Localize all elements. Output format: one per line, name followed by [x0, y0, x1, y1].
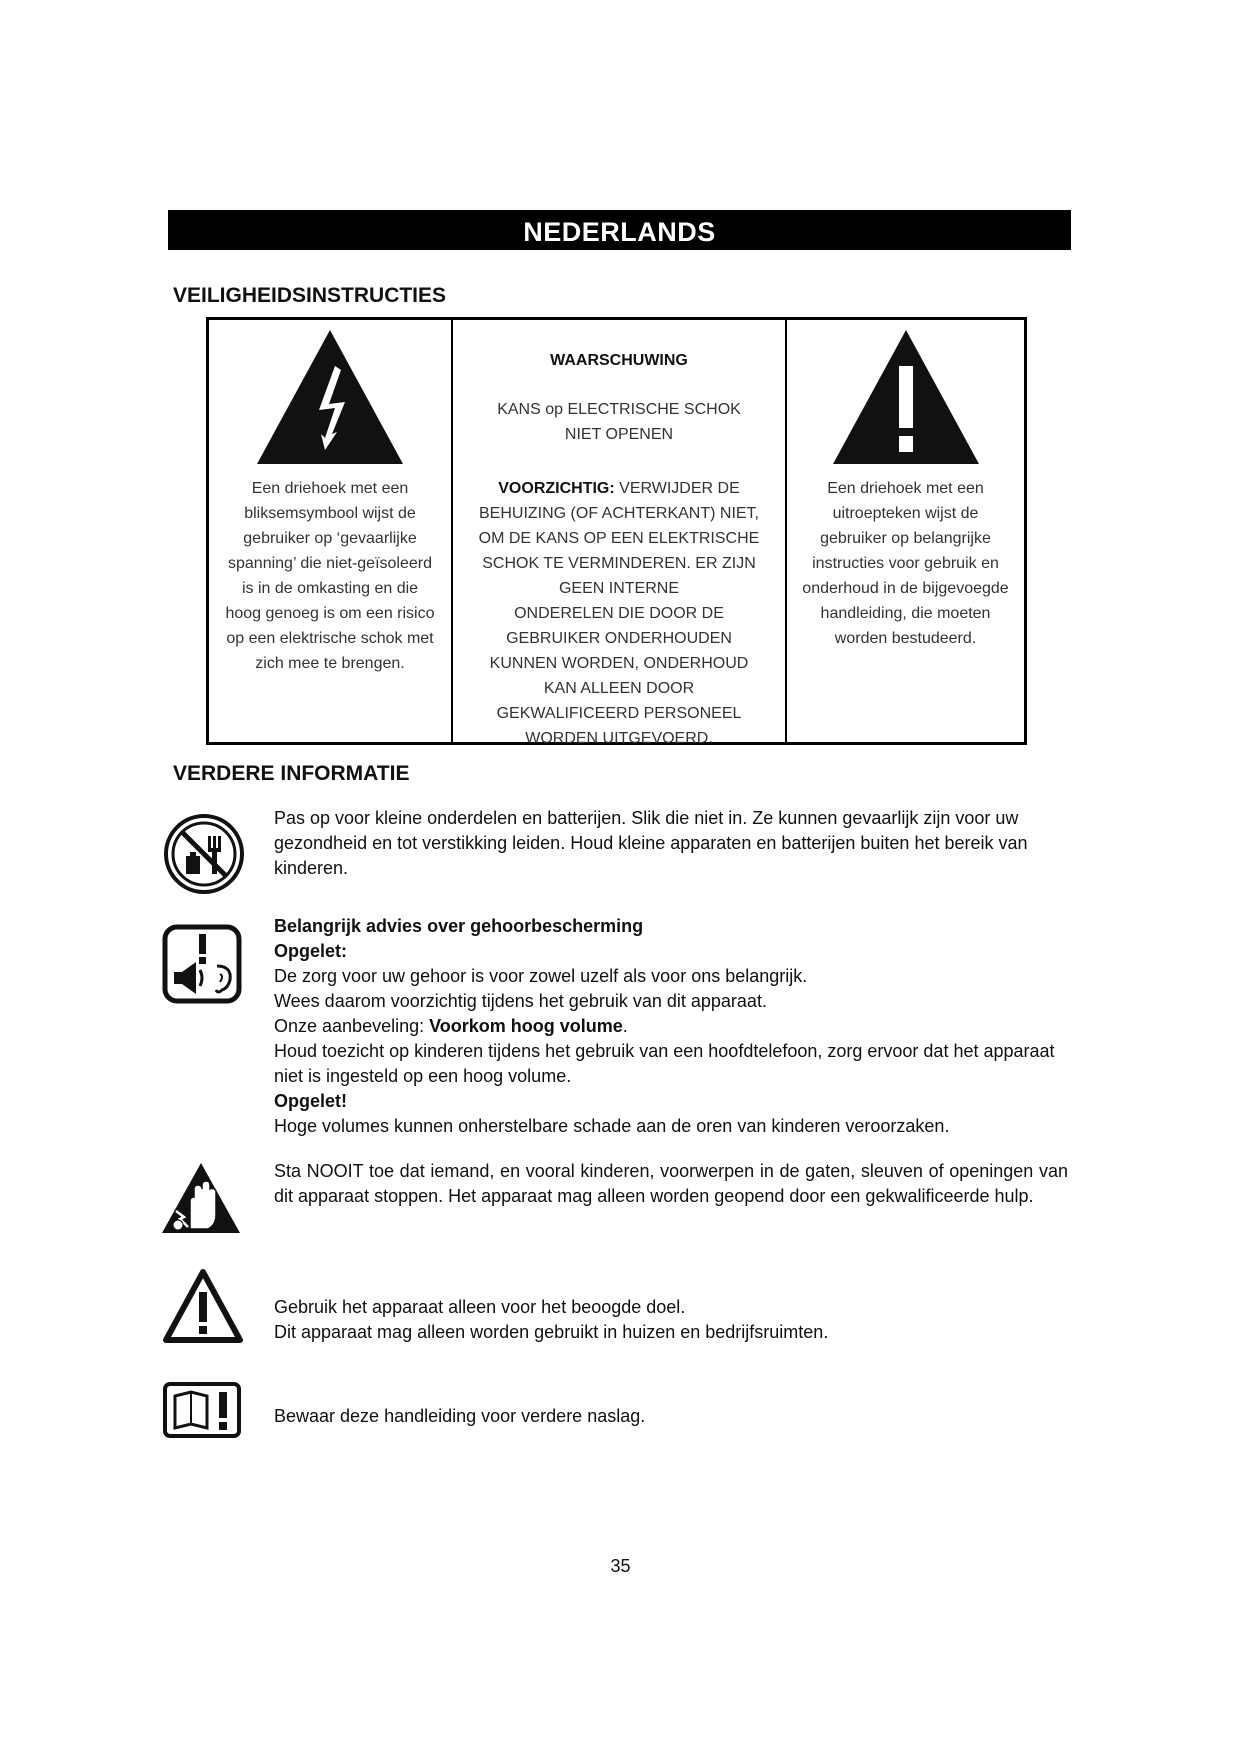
- text-line: ONDERELEN DIE DOOR DE: [514, 605, 724, 622]
- text-line: gebruiker op ‘gevaarlijke: [243, 530, 417, 547]
- text-line: is in de omkasting en die: [241, 580, 419, 597]
- caution-first-line: [461, 476, 777, 501]
- text-line: GEBRUIKER ONDERHOUDEN: [506, 630, 732, 647]
- text-line: handleiding, die moeten: [820, 605, 991, 622]
- warning-left-description: [213, 476, 447, 676]
- hearing-line-1: De zorg voor uw gehoor is voor zowel uzelf als voor ons belangrijk.: [274, 966, 808, 986]
- text-line: GEKWALIFICEERD PERSONEEL: [496, 705, 742, 722]
- caution-label: VOORZICHTIG:: [498, 480, 615, 497]
- text-line: OM DE KANS OP EEN ELEKTRISCHE: [478, 530, 760, 547]
- text-line: GEEN INTERNE: [558, 580, 679, 597]
- safety-heading: VEILIGHEIDSINSTRUCTIES: [173, 284, 447, 307]
- no-small-parts-icon: [162, 812, 246, 896]
- hearing-text: [274, 914, 1068, 1139]
- text-line: KUNNEN WORDEN, ONDERHOUD: [489, 655, 749, 672]
- text-line: spanning’ die niet-geïsoleerd: [228, 555, 432, 572]
- recommend-suffix: .: [622, 1016, 628, 1036]
- openings-text: Sta NOOIT toe dat iemand, en vooral kinderen, voorwerpen in de gaten, sleuven of openingen van dit apparaat stoppen. Het apparaat mag alleen worden geopend door een gekwalificeerde hulp.: [274, 1161, 1068, 1206]
- warning-right-description: [791, 476, 1020, 651]
- exclamation-triangle-icon: [831, 328, 981, 466]
- warning-table: [206, 317, 1027, 745]
- usage-line-1: Gebruik het apparaat alleen voor het beoogde doel.: [274, 1297, 686, 1317]
- warning-subtitle: [473, 397, 765, 447]
- text-line: NIET OPENEN: [564, 426, 674, 443]
- text-line: WORDEN UITGEVOERD.: [525, 730, 713, 747]
- language-banner: NEDERLANDS: [168, 210, 1071, 250]
- text-line: SCHOK TE VERMINDEREN. ER ZIJN: [482, 555, 756, 572]
- text-line: gebruiker op belangrijke: [820, 530, 991, 547]
- usage-line-2: Dit apparaat mag alleen worden gebruikt in huizen en bedrijfsruimten.: [274, 1322, 829, 1342]
- general-warning-icon: [163, 1268, 243, 1344]
- warning-column-left: [209, 320, 453, 742]
- text-line: instructies voor gebruik en: [812, 555, 999, 572]
- text-line: BEHUIZING (OF ACHTERKANT) NIET,: [478, 505, 759, 522]
- text-line: Een driehoek met een: [251, 480, 409, 497]
- hearing-warning-icon: [162, 924, 242, 1004]
- hearing-attention-2: Opgelet!: [274, 1091, 348, 1111]
- more-info-heading: VERDERE INFORMATIE: [173, 762, 410, 785]
- text-line: KANS op ELECTRISCHE SCHOK: [497, 401, 741, 418]
- hearing-line-4: Hoge volumes kunnen onherstelbare schade aan de oren van kinderen veroorzaken.: [274, 1116, 950, 1136]
- text-line: onderhoud in de bijgevoegde: [802, 580, 1009, 597]
- warning-column-middle: [453, 320, 787, 747]
- text-line: uitroepteken wijst de: [832, 505, 979, 522]
- hearing-line-3: Houd toezicht op kinderen tijdens het gebruik van een hoofdtelefoon, zorg ervoor dat het apparaat niet is ingesteld op een hoog volume.: [274, 1041, 1055, 1086]
- hearing-recommendation: [274, 1014, 1068, 1039]
- page-number: 35: [610, 1556, 631, 1576]
- read-manual-icon: [163, 1382, 241, 1438]
- caution-text: [461, 476, 777, 751]
- recommend-bold: Voorkom hoog volume: [429, 1016, 623, 1036]
- text-line: hoog genoeg is om een risico: [225, 605, 435, 622]
- hearing-attention-1: Opgelet:: [274, 941, 348, 961]
- hearing-line-2: Wees daarom voorzichtig tijdens het gebruik van dit apparaat.: [274, 991, 767, 1011]
- hand-shock-warning-icon: [160, 1159, 242, 1237]
- text-line: op een elektrische schok met: [226, 630, 434, 647]
- text-line: Een driehoek met een: [827, 480, 984, 497]
- usage-text: [274, 1295, 1068, 1345]
- text-line: KAN ALLEEN DOOR: [543, 680, 695, 697]
- warning-column-right: [787, 320, 1024, 742]
- recommend-prefix: Onze aanbeveling:: [274, 1016, 430, 1036]
- small-parts-text: Pas op voor kleine onderdelen en batterijen. Slik die niet in. Ze kunnen gevaarlijk zijn voor uw gezondheid en tot verstikking leiden. Houd kleine apparaten en batterijen buiten het bereik van kinderen.: [274, 808, 1028, 878]
- text-line: worden bestudeerd.: [834, 630, 977, 647]
- text-line: zich mee te brengen.: [255, 655, 405, 672]
- manual-text: Bewaar deze handleiding voor verdere naslag.: [274, 1406, 646, 1426]
- hearing-title: Belangrijk advies over gehoorbescherming: [274, 916, 644, 936]
- caution-first: VERWIJDER DE: [619, 480, 740, 497]
- text-line: bliksemsymbool wijst de: [244, 505, 416, 522]
- warning-title: WAARSCHUWING: [550, 352, 688, 369]
- lightning-triangle-icon: [255, 328, 405, 466]
